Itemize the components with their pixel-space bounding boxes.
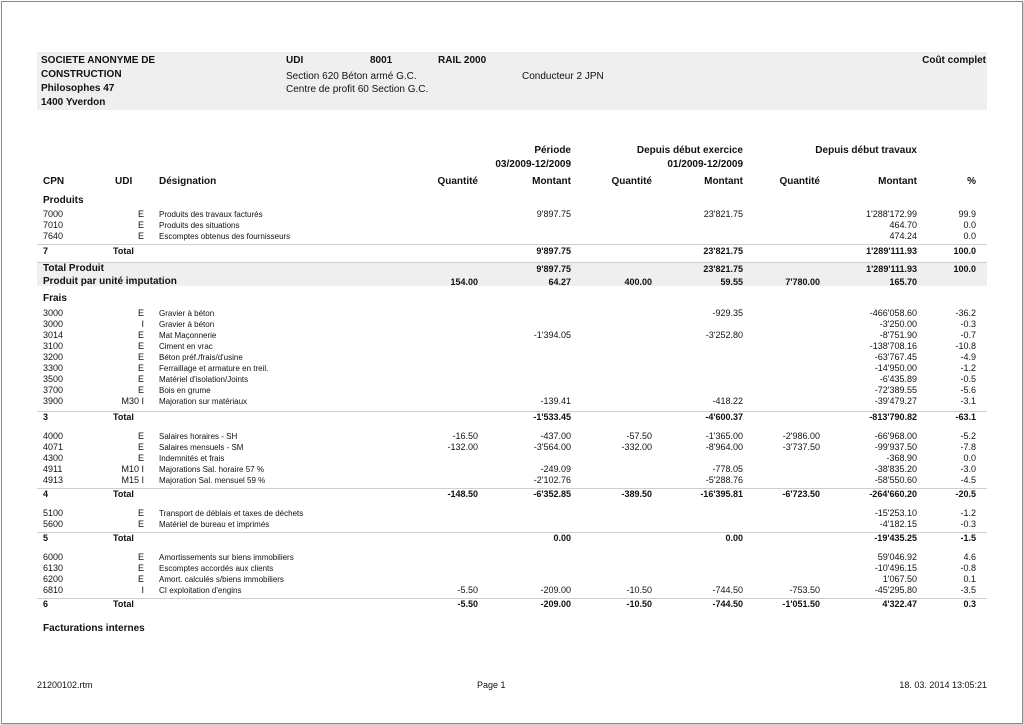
section-facturations-internes: Facturations internes xyxy=(43,623,145,634)
udi-cell: E xyxy=(137,552,144,562)
table-row xyxy=(0,352,1024,363)
col-udi: UDI xyxy=(115,176,133,187)
total-label: Total xyxy=(113,246,134,256)
table-row xyxy=(0,330,1024,341)
footer-page: Page 1 xyxy=(477,680,506,690)
table-row xyxy=(0,563,1024,574)
percent-cell: -7.8 xyxy=(960,442,976,452)
amount-1-cell: -1'533.45 xyxy=(533,412,571,422)
divider xyxy=(37,488,987,489)
amount-1-cell: 9'897.75 xyxy=(536,209,571,219)
designation-cell: Ferraillage et armature en treil. xyxy=(159,364,269,373)
percent-cell: -10.8 xyxy=(955,341,976,351)
qty-2-cell: -10.50 xyxy=(626,599,652,609)
col-amount-3: Montant xyxy=(878,176,917,187)
designation-cell: Produits des travaux facturés xyxy=(159,210,263,219)
divider xyxy=(37,598,987,599)
cpn-cell: 3900 xyxy=(43,396,64,406)
designation-cell: Béton préf./frais/d'usine xyxy=(159,353,243,362)
total-label: Total xyxy=(113,599,134,609)
amount-1-cell: -209.00 xyxy=(540,599,571,609)
amount-3-cell: -6'435.89 xyxy=(879,374,917,384)
table-row xyxy=(0,231,1024,242)
profit-center: Centre de profit 60 Section G.C. xyxy=(286,84,429,95)
amount-1-cell: -1'394.05 xyxy=(533,330,571,340)
company-line-2: CONSTRUCTION xyxy=(41,69,122,80)
designation-cell: Salaires mensuels - SM xyxy=(159,443,244,452)
cpn-cell: 6000 xyxy=(43,552,64,562)
cpn-cell: 7000 xyxy=(43,209,64,219)
footer-datetime: 18. 03. 2014 13:05:21 xyxy=(899,680,987,690)
amount-2-cell: -744.50 xyxy=(712,585,743,595)
table-row xyxy=(0,519,1024,530)
amount-3-cell: 1'288'172.99 xyxy=(866,209,917,219)
col-qty-1: Quantité xyxy=(437,176,478,187)
col-qty-3: Quantité xyxy=(779,176,820,187)
amount-2-cell: 23'821.75 xyxy=(703,209,743,219)
udi-cell: E xyxy=(137,453,144,463)
amount-3-cell: 4'322.47 xyxy=(882,599,917,609)
qty-2-cell: -332.00 xyxy=(621,442,652,452)
udi-cell: E xyxy=(137,231,144,241)
amount-2-cell: -16'395.81 xyxy=(700,489,743,499)
produit-unite-m3: 165.70 xyxy=(889,277,917,287)
total-label: Total xyxy=(113,533,134,543)
company-line-1: SOCIETE ANONYME DE xyxy=(41,55,156,66)
amount-3-cell: -66'968.00 xyxy=(874,431,917,441)
percent-cell: -36.2 xyxy=(955,308,976,318)
percent-cell: -0.5 xyxy=(960,374,976,384)
report-header xyxy=(37,52,987,110)
udi-cell: E xyxy=(137,574,144,584)
amount-3-cell: 1'289'111.93 xyxy=(866,246,917,256)
footer-filename: 21200102.rtm xyxy=(37,680,93,690)
cpn-cell: 5100 xyxy=(43,508,64,518)
produit-unite-label: Produit par unité imputation xyxy=(43,276,177,287)
amount-3-cell: -15'253.10 xyxy=(874,508,917,518)
udi-cell: E xyxy=(137,352,144,362)
cpn-cell: 4 xyxy=(43,489,49,499)
col-designation: Désignation xyxy=(159,176,217,187)
cpn-cell: 6810 xyxy=(43,585,64,595)
total-produit-pct: 100.0 xyxy=(953,264,976,274)
percent-cell: -1.5 xyxy=(960,533,976,543)
amount-1-cell: 0.00 xyxy=(553,533,571,543)
qty-2-cell: -389.50 xyxy=(621,489,652,499)
amount-2-cell: -4'600.37 xyxy=(705,412,743,422)
table-row xyxy=(0,308,1024,319)
produit-unite-q1: 154.00 xyxy=(450,277,478,287)
qty-1-cell: -132.00 xyxy=(447,442,478,452)
designation-cell: Escomptes obtenus des fournisseurs xyxy=(159,232,291,241)
cpn-cell: 4911 xyxy=(43,464,63,474)
amount-3-cell: -14'950.00 xyxy=(874,363,917,373)
designation-cell: Matériel de bureau et imprimés xyxy=(159,520,270,529)
qty-2-cell: -57.50 xyxy=(626,431,652,441)
period-2-range: 01/2009-12/2009 xyxy=(667,159,743,170)
qty-2-cell: -10.50 xyxy=(626,585,652,595)
cpn-cell: 4913 xyxy=(43,475,64,485)
amount-1-cell: -249.09 xyxy=(540,464,571,474)
total-row xyxy=(0,599,1024,610)
qty-1-cell: -16.50 xyxy=(452,431,478,441)
designation-cell: Majoration Sal. mensuel 59 % xyxy=(159,476,266,485)
cpn-cell: 5 xyxy=(43,533,49,543)
percent-cell: 0.3 xyxy=(963,599,976,609)
period-1-range: 03/2009-12/2009 xyxy=(495,159,571,170)
designation-cell: Transport de déblais et taxes de déchets xyxy=(159,509,304,518)
designation-cell: Salaires horaires - SH xyxy=(159,432,238,441)
total-row xyxy=(0,489,1024,500)
produit-unite-q2: 400.00 xyxy=(624,277,652,287)
udi-label: UDI xyxy=(286,55,304,66)
cpn-cell: 4071 xyxy=(43,442,64,452)
cpn-cell: 3300 xyxy=(43,363,64,373)
col-amount-1: Montant xyxy=(532,176,571,187)
qty-3-cell: -2'986.00 xyxy=(782,431,820,441)
table-row xyxy=(0,363,1024,374)
udi-cell: E xyxy=(137,330,144,340)
col-amount-2: Montant xyxy=(704,176,743,187)
total-row xyxy=(0,412,1024,423)
project-name: RAIL 2000 xyxy=(438,55,487,66)
amount-2-cell: 23'821.75 xyxy=(703,246,743,256)
percent-cell: -0.3 xyxy=(960,519,976,529)
percent-cell: -0.7 xyxy=(960,330,976,340)
amount-3-cell: -45'295.80 xyxy=(874,585,917,595)
percent-cell: 99.9 xyxy=(958,209,976,219)
designation-cell: Gravier à béton xyxy=(159,309,215,318)
total-produit-label: Total Produit xyxy=(43,263,104,274)
report-type: Coût complet xyxy=(922,55,986,66)
divider xyxy=(37,532,987,533)
total-row xyxy=(0,246,1024,257)
amount-3-cell: -38'835.20 xyxy=(874,464,917,474)
amount-1-cell: -2'102.76 xyxy=(533,475,571,485)
percent-cell: -3.5 xyxy=(960,585,976,595)
designation-cell: Majoration sur matériaux xyxy=(159,397,248,406)
qty-1-cell: -148.50 xyxy=(447,489,478,499)
amount-3-cell: -8'751.90 xyxy=(879,330,917,340)
amount-3-cell: 59'046.92 xyxy=(877,552,917,562)
produit-unite-m2: 59.55 xyxy=(720,277,743,287)
cpn-cell: 4000 xyxy=(43,431,64,441)
table-row xyxy=(0,552,1024,563)
percent-cell: 0.0 xyxy=(963,220,976,230)
amount-3-cell: -10'496.15 xyxy=(874,563,917,573)
total-row xyxy=(0,533,1024,544)
qty-3-cell: -3'737.50 xyxy=(782,442,820,452)
amount-2-cell: -8'964.00 xyxy=(705,442,743,452)
conductor: Conducteur 2 JPN xyxy=(522,71,604,82)
amount-2-cell: -744.50 xyxy=(712,599,743,609)
udi-cell: M10 I xyxy=(121,464,144,474)
section-produits: Produits xyxy=(43,195,84,206)
percent-cell: -20.5 xyxy=(955,489,976,499)
total-label: Total xyxy=(113,489,134,499)
designation-cell: CI exploitation d'engins xyxy=(159,586,242,595)
udi-value: 8001 xyxy=(370,55,393,66)
designation-cell: Majorations Sal. horaire 57 % xyxy=(159,465,264,474)
amount-2-cell: 0.00 xyxy=(725,533,743,543)
table-row xyxy=(0,475,1024,486)
cpn-cell: 7010 xyxy=(43,220,64,230)
qty-3-cell: -1'051.50 xyxy=(782,599,820,609)
col-percent: % xyxy=(967,176,976,187)
designation-cell: Ciment en vrac xyxy=(159,342,213,351)
divider xyxy=(37,411,987,412)
amount-3-cell: -72'389.55 xyxy=(874,385,917,395)
table-row xyxy=(0,385,1024,396)
col-qty-2: Quantité xyxy=(611,176,652,187)
udi-cell: E xyxy=(137,563,144,573)
amount-3-cell: -99'937.50 xyxy=(874,442,917,452)
total-produit-band xyxy=(37,262,987,286)
amount-3-cell: -4'182.15 xyxy=(879,519,917,529)
amount-2-cell: -5'288.76 xyxy=(705,475,743,485)
qty-3-cell: -6'723.50 xyxy=(782,489,820,499)
udi-cell: M15 I xyxy=(121,475,144,485)
table-row xyxy=(0,396,1024,407)
table-row xyxy=(0,574,1024,585)
table-row xyxy=(0,374,1024,385)
amount-1-cell: 9'897.75 xyxy=(536,246,571,256)
qty-1-cell: -5.50 xyxy=(457,585,478,595)
cpn-cell: 3014 xyxy=(43,330,64,340)
percent-cell: 4.6 xyxy=(963,552,976,562)
amount-1-cell: -437.00 xyxy=(540,431,571,441)
amount-3-cell: -813'790.82 xyxy=(869,412,917,422)
cpn-cell: 3200 xyxy=(43,352,64,362)
udi-cell: E xyxy=(137,431,144,441)
udi-cell: E xyxy=(137,519,144,529)
designation-cell: Indemnités et frais xyxy=(159,454,225,463)
udi-cell: E xyxy=(137,363,144,373)
cpn-cell: 3000 xyxy=(43,308,64,318)
amount-1-cell: -6'352.85 xyxy=(533,489,571,499)
amount-3-cell: -3'250.00 xyxy=(879,319,917,329)
amount-1-cell: -3'564.00 xyxy=(533,442,571,452)
percent-cell: -3.0 xyxy=(960,464,976,474)
percent-cell: 0.0 xyxy=(963,231,976,241)
amount-2-cell: -3'252.80 xyxy=(705,330,743,340)
cpn-cell: 3700 xyxy=(43,385,64,395)
amount-3-cell: 464.70 xyxy=(889,220,917,230)
table-row xyxy=(0,508,1024,519)
cpn-cell: 3500 xyxy=(43,374,64,384)
designation-cell: Bois en grume xyxy=(159,386,211,395)
table-row xyxy=(0,220,1024,231)
udi-cell: E xyxy=(137,374,144,384)
cpn-cell: 3100 xyxy=(43,341,64,351)
percent-cell: -4.9 xyxy=(960,352,976,362)
cpn-cell: 4300 xyxy=(43,453,64,463)
cpn-cell: 5600 xyxy=(43,519,64,529)
qty-1-cell: -5.50 xyxy=(457,599,478,609)
produit-unite-q3: 7'780.00 xyxy=(785,277,820,287)
amount-2-cell: -1'365.00 xyxy=(705,431,743,441)
amount-3-cell: 474.24 xyxy=(889,231,917,241)
udi-cell: I xyxy=(141,585,144,595)
amount-3-cell: -264'660.20 xyxy=(869,489,917,499)
cpn-cell: 3000 xyxy=(43,319,64,329)
period-2-title: Depuis début exercice xyxy=(636,145,743,156)
divider xyxy=(37,244,987,245)
udi-cell: E xyxy=(137,341,144,351)
amount-3-cell: -466'058.60 xyxy=(869,308,917,318)
cpn-cell: 6130 xyxy=(43,563,64,573)
amount-2-cell: -418.22 xyxy=(712,396,743,406)
company-line-4: 1400 Yverdon xyxy=(41,97,106,108)
cpn-cell: 3 xyxy=(43,412,49,422)
total-label: Total xyxy=(113,412,134,422)
percent-cell: 0.0 xyxy=(963,453,976,463)
cpn-cell: 7640 xyxy=(43,231,64,241)
percent-cell: -63.1 xyxy=(955,412,976,422)
percent-cell: -0.3 xyxy=(960,319,976,329)
designation-cell: Gravier à béton xyxy=(159,320,215,329)
designation-cell: Escomptes accordés aux clients xyxy=(159,564,274,573)
cpn-cell: 6 xyxy=(43,599,49,609)
percent-cell: -1.2 xyxy=(960,363,976,373)
designation-cell: Matériel d'isolation/Joints xyxy=(159,375,249,384)
percent-cell: 100.0 xyxy=(953,246,976,256)
table-row xyxy=(0,464,1024,475)
udi-cell: E xyxy=(137,209,144,219)
table-row xyxy=(0,453,1024,464)
udi-cell: E xyxy=(137,220,144,230)
udi-cell: E xyxy=(137,442,144,452)
designation-cell: Amort. calculés s/biens immobiliers xyxy=(159,575,284,584)
amount-2-cell: -778.05 xyxy=(712,464,743,474)
total-produit-m3: 1'289'111.93 xyxy=(866,264,917,274)
percent-cell: -3.1 xyxy=(960,396,976,406)
udi-cell: E xyxy=(137,385,144,395)
amount-3-cell: -63'767.45 xyxy=(874,352,917,362)
period-1-title: Période xyxy=(534,145,571,156)
designation-cell: Amortissements sur biens immobiliers xyxy=(159,553,294,562)
section-name: Section 620 Béton armé G.C. xyxy=(286,71,417,82)
amount-1-cell: -209.00 xyxy=(540,585,571,595)
amount-2-cell: -929.35 xyxy=(712,308,743,318)
table-row xyxy=(0,585,1024,596)
total-produit-m2: 23'821.75 xyxy=(703,264,743,274)
divider xyxy=(37,262,987,263)
cpn-cell: 7 xyxy=(43,246,49,256)
company-line-3: Philosophes 47 xyxy=(41,83,115,94)
cpn-cell: 6200 xyxy=(43,574,64,584)
percent-cell: -5.2 xyxy=(960,431,976,441)
table-row xyxy=(0,319,1024,330)
udi-cell: I xyxy=(141,319,144,329)
table-row xyxy=(0,442,1024,453)
section-frais: Frais xyxy=(43,293,67,304)
designation-cell: Mat Maçonnerie xyxy=(159,331,217,340)
col-cpn: CPN xyxy=(43,176,65,187)
amount-3-cell: -368.90 xyxy=(886,453,917,463)
amount-3-cell: -58'550.60 xyxy=(874,475,917,485)
udi-cell: M30 I xyxy=(121,396,144,406)
percent-cell: -5.6 xyxy=(960,385,976,395)
qty-3-cell: -753.50 xyxy=(789,585,820,595)
amount-3-cell: -138'708.16 xyxy=(869,341,917,351)
udi-cell: E xyxy=(137,308,144,318)
total-produit-m1: 9'897.75 xyxy=(536,264,571,274)
amount-3-cell: 1'067.50 xyxy=(882,574,917,584)
percent-cell: -1.2 xyxy=(960,508,976,518)
amount-3-cell: -19'435.25 xyxy=(874,533,917,543)
percent-cell: 0.1 xyxy=(963,574,976,584)
table-row xyxy=(0,431,1024,442)
udi-cell: E xyxy=(137,508,144,518)
table-row xyxy=(0,341,1024,352)
table-row xyxy=(0,209,1024,220)
designation-cell: Produits des situations xyxy=(159,221,240,230)
amount-1-cell: -139.41 xyxy=(540,396,571,406)
percent-cell: -0.8 xyxy=(960,563,976,573)
period-3-title: Depuis début travaux xyxy=(815,145,917,156)
produit-unite-m1: 64.27 xyxy=(548,277,571,287)
percent-cell: -4.5 xyxy=(960,475,976,485)
amount-3-cell: -39'479.27 xyxy=(874,396,917,406)
